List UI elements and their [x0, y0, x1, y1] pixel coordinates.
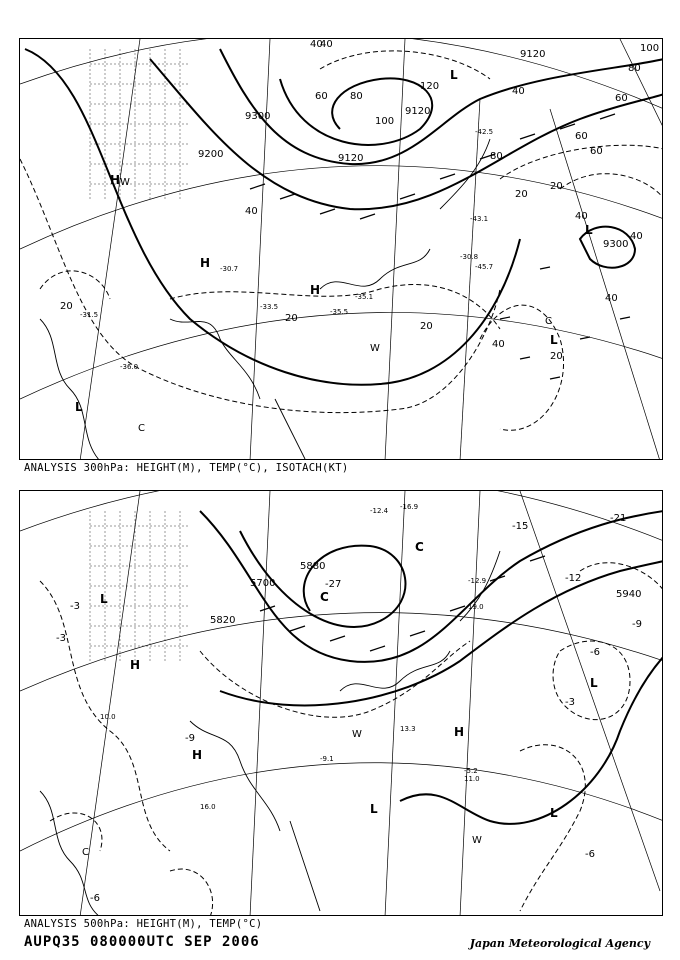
station-value: 13.3: [400, 725, 416, 733]
high-center: H: [130, 658, 141, 672]
height-label: 5940: [616, 589, 642, 600]
low-center: L: [550, 806, 558, 820]
height-label: 9300: [603, 239, 629, 250]
isotach-label: 80: [490, 151, 503, 162]
low-center: L: [550, 333, 558, 347]
low-center: L: [75, 400, 83, 414]
station-value: -12.4: [370, 507, 389, 515]
caption-300hpa: ANALYSIS 300hPa: HEIGHT(M), TEMP(°C), ISOTACH(KT): [24, 462, 349, 474]
isotach-label: 120: [420, 81, 440, 92]
map-300hpa-canvas: [20, 39, 663, 460]
isotach-label: 60: [315, 91, 328, 102]
temperature-label: -3: [565, 697, 575, 708]
isotach-label: 80: [628, 63, 641, 74]
isotach-label: 100: [375, 116, 395, 127]
isotach-contours: [20, 51, 663, 430]
isotach-label: 40: [310, 39, 323, 50]
temperature-label: -3: [70, 601, 80, 612]
station-value: -43.1: [470, 215, 489, 223]
isotach-label: 40: [492, 339, 505, 350]
station-value: -35.1: [355, 293, 374, 301]
station-value: -45.7: [475, 263, 494, 271]
bulletin-code: AUPQ35 080000UTC SEP 2006: [24, 934, 260, 950]
isotach-label: 40: [320, 39, 333, 50]
height-label: 5820: [210, 615, 236, 626]
temperature-label: -6: [585, 849, 595, 860]
isotach-label: 40: [245, 206, 258, 217]
height-label: 5700: [250, 578, 276, 589]
station-value: 19.0: [468, 603, 484, 611]
station-value: 11.0: [464, 775, 480, 783]
station-value: -30.8: [460, 253, 479, 261]
high-center: H: [110, 173, 121, 187]
caption-500hpa: ANALYSIS 500hPa: HEIGHT(M), TEMP(°C): [24, 918, 263, 930]
isotach-label: 100: [640, 43, 660, 54]
cold-center: C: [545, 316, 552, 327]
height-label: 9120: [338, 153, 364, 164]
map-500hpa-canvas: [20, 491, 663, 916]
temperature-label: -15: [512, 521, 529, 532]
station-value: -5.2: [464, 767, 478, 775]
warm-center: W: [370, 343, 380, 354]
high-center: H: [192, 748, 203, 762]
high-center: H: [310, 283, 321, 297]
agency-name: Japan Meteorological Agency: [469, 937, 650, 950]
isotach-label: 20: [285, 313, 298, 324]
cold-center: C: [82, 847, 89, 858]
temperature-label: -21: [610, 513, 627, 524]
station-value: 10.0: [100, 713, 116, 721]
warm-center: W: [472, 835, 482, 846]
temperature-label: -3: [56, 633, 66, 644]
analysis-300hpa-map: [19, 38, 663, 460]
temperature-label: -9: [185, 733, 195, 744]
low-center: L: [590, 676, 598, 690]
isotach-label: 20: [550, 181, 563, 192]
high-center: H: [454, 725, 465, 739]
continent-grid-hatch: [90, 49, 190, 199]
temperature-label: -6: [590, 647, 600, 658]
continent-grid-hatch: [90, 511, 190, 661]
isotach-label: 40: [512, 86, 525, 97]
isotach-label: 40: [605, 293, 618, 304]
temperature-label: -12: [565, 573, 582, 584]
temperature-label: -27: [325, 579, 342, 590]
station-value: -9.1: [320, 755, 334, 763]
height-label: 9200: [198, 149, 224, 160]
height-contours: [25, 49, 663, 385]
station-value: -16.9: [400, 503, 419, 511]
station-value: -35.5: [330, 308, 349, 316]
warm-center: W: [120, 177, 130, 188]
coastline: [40, 139, 490, 460]
station-value: -30.7: [220, 265, 239, 273]
isotach-label: 40: [575, 211, 588, 222]
analysis-500hpa-map: [19, 490, 663, 916]
cold-center: C: [320, 590, 329, 604]
cold-center: C: [138, 423, 145, 434]
graticule-meridians: [80, 39, 663, 460]
map-500hpa-labels: [56, 503, 642, 904]
isotach-label: 20: [60, 301, 73, 312]
station-value: -36.0: [120, 363, 139, 371]
temperature-label: -9: [632, 619, 642, 630]
height-contours: [200, 511, 663, 824]
low-center: L: [585, 223, 593, 237]
coastline: [40, 551, 500, 916]
cold-center: C: [415, 540, 424, 554]
isotach-label: 60: [590, 146, 603, 157]
height-label: 9120: [520, 49, 546, 60]
temperature-label: -6: [90, 893, 100, 904]
isotach-label: 60: [575, 131, 588, 142]
graticule-parallels: [20, 491, 663, 851]
isotach-label: 60: [615, 93, 628, 104]
station-value: -42.5: [475, 128, 494, 136]
height-label: 9120: [405, 106, 431, 117]
station-value: -12.9: [468, 577, 487, 585]
station-value: -33.5: [260, 303, 279, 311]
warm-center: W: [352, 729, 362, 740]
isotach-label: 20: [420, 321, 433, 332]
isotach-label: 20: [550, 351, 563, 362]
station-value: 16.0: [200, 803, 216, 811]
station-value: -31.5: [80, 311, 99, 319]
low-center: L: [450, 68, 458, 82]
height-label: 9300: [245, 111, 271, 122]
low-center: L: [370, 802, 378, 816]
high-center: H: [200, 256, 211, 270]
low-center: L: [100, 592, 108, 606]
isotach-label: 20: [515, 189, 528, 200]
isotach-label: 80: [350, 91, 363, 102]
isotach-label: 40: [630, 231, 643, 242]
height-label: 5880: [300, 561, 326, 572]
